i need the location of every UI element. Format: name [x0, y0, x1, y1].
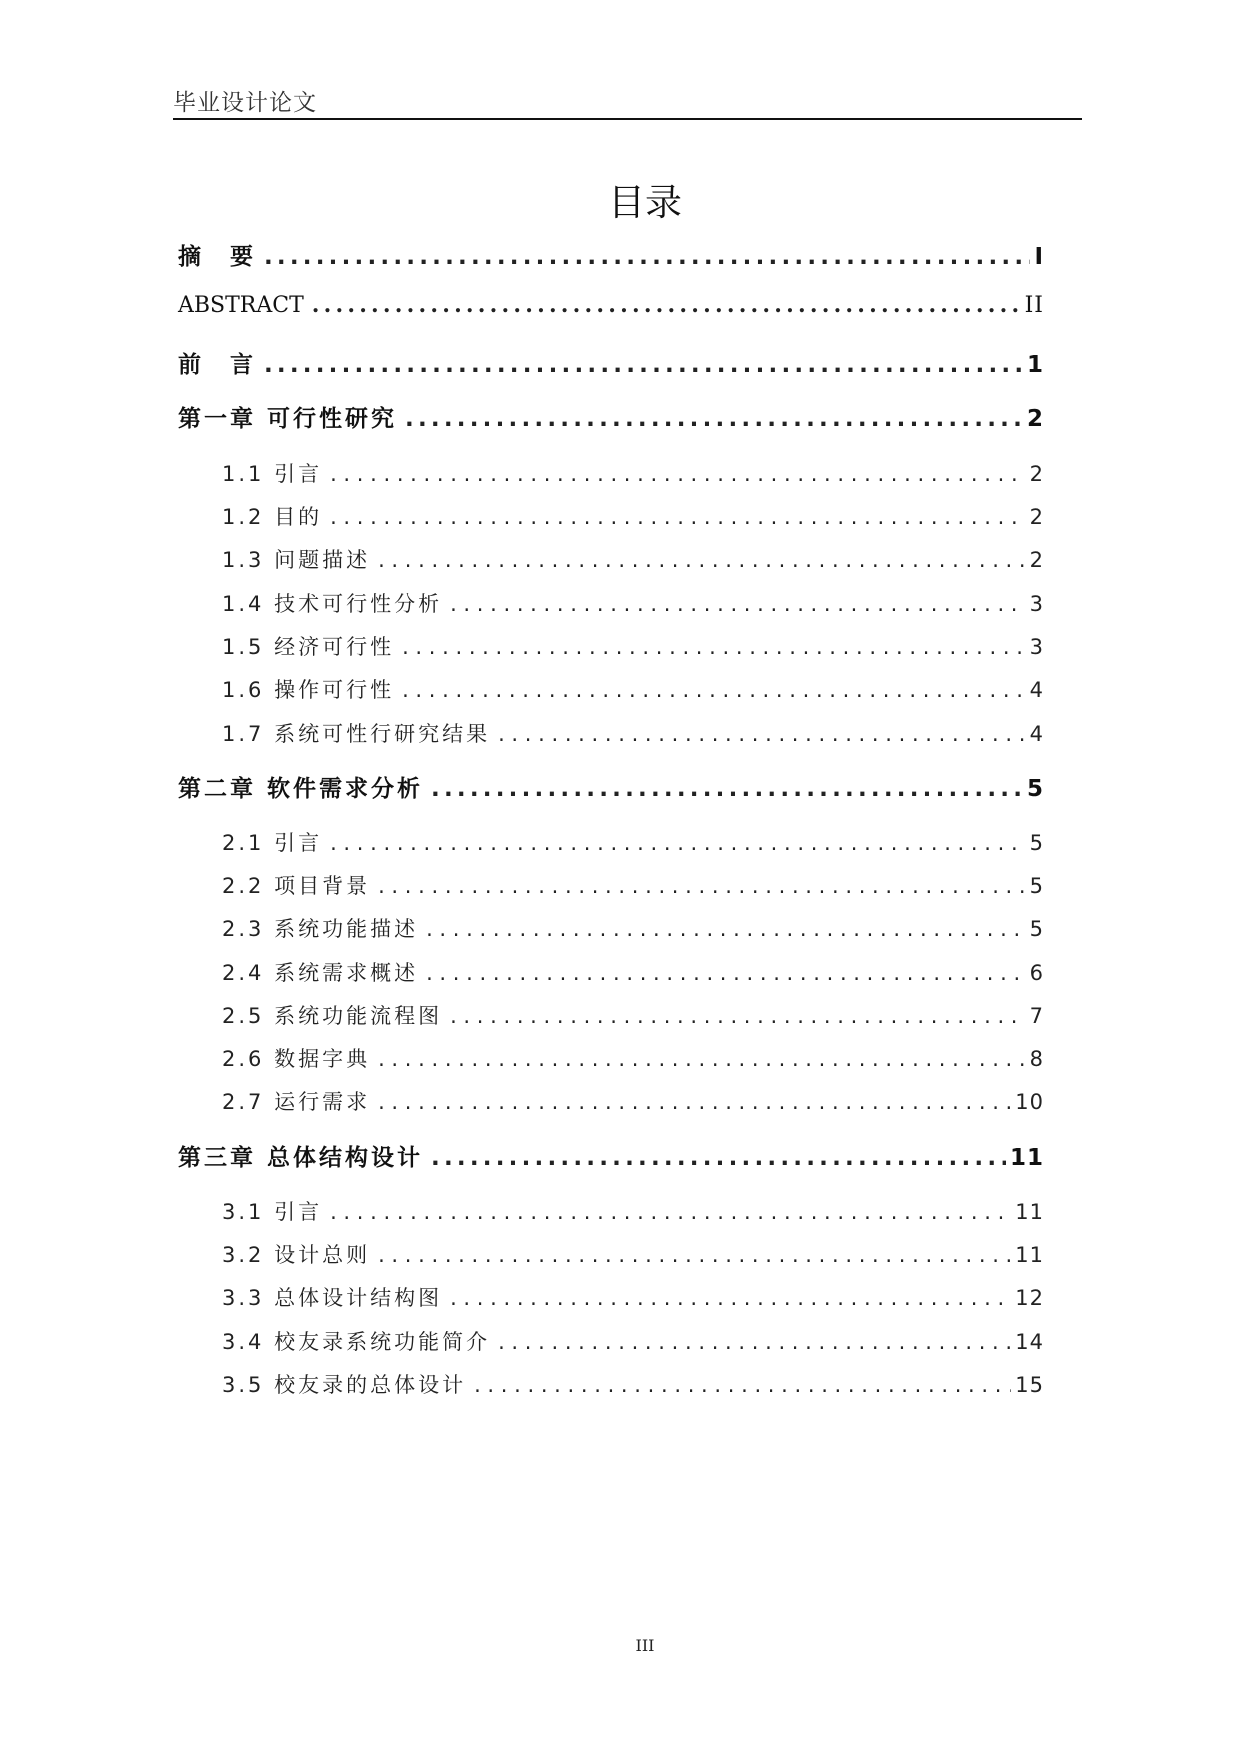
toc-section-entry[interactable]	[222, 1326, 1044, 1356]
toc-section-entry[interactable]	[222, 458, 1044, 488]
toc-entry-page: 3	[1029, 592, 1044, 616]
toc-section-entry[interactable]	[222, 1282, 1044, 1312]
toc-section-entry[interactable]	[222, 501, 1044, 531]
toc-entry-page: 7	[1029, 1004, 1044, 1028]
toc-entry-label: 1.2 目的	[222, 505, 323, 529]
toc-section-entry[interactable]	[222, 1369, 1044, 1399]
toc-section-entry[interactable]	[222, 827, 1044, 857]
toc-entry-page: 3	[1029, 635, 1044, 659]
toc-entry-label: 1.1 引言	[222, 462, 323, 486]
toc-entry-label: 1.7 系统可性行研究结果	[222, 722, 491, 746]
toc-entry-page: 8	[1029, 1047, 1044, 1071]
toc-entry-label: 2.6 数据字典	[222, 1047, 371, 1071]
toc-dot-leader	[378, 1047, 1026, 1071]
toc-entry-page: 11	[1009, 1145, 1044, 1171]
toc-dot-leader	[330, 831, 1026, 855]
toc-entry-page: 2	[1029, 548, 1044, 572]
toc-entry-label: 2.1 引言	[222, 831, 323, 855]
toc-entry-page: 11	[1015, 1243, 1044, 1267]
toc-entry-label: 1.5 经济可行性	[222, 635, 395, 659]
toc-entry-page: 2	[1029, 505, 1044, 529]
toc-entry-page: 2	[1026, 406, 1044, 432]
toc-dot-leader	[312, 292, 1021, 318]
toc-entry-label: 摘 要	[178, 244, 256, 270]
toc-entry-label: 第一章 可行性研究	[178, 406, 398, 432]
toc-entry-page: 5	[1029, 917, 1044, 941]
toc-entry-label: 1.3 问题描述	[222, 548, 371, 572]
toc-dot-leader	[330, 505, 1026, 529]
toc-section-entry[interactable]	[222, 957, 1044, 987]
toc-section-entry[interactable]	[222, 1000, 1044, 1030]
toc-entry-label: 第二章 软件需求分析	[178, 776, 424, 802]
toc-entry-page: 5	[1029, 874, 1044, 898]
toc-dot-leader	[402, 635, 1026, 659]
toc-chapter-entry[interactable]	[178, 770, 1044, 803]
toc-chapter-entry[interactable]	[178, 292, 1044, 318]
toc-section-entry[interactable]	[222, 1196, 1044, 1226]
page-number: III	[635, 1636, 655, 1655]
toc-dot-leader	[378, 1243, 1011, 1267]
toc-dot-leader	[378, 1090, 1011, 1114]
toc-dot-leader	[498, 1330, 1011, 1354]
toc-entry-label: 3.5 校友录的总体设计	[222, 1373, 467, 1397]
toc-section-entry[interactable]	[222, 1086, 1044, 1116]
toc-dot-leader	[405, 406, 1023, 432]
toc-dot-leader	[402, 678, 1026, 702]
toc-dot-leader	[330, 462, 1026, 486]
toc-dot-leader	[264, 244, 1030, 270]
toc-section-entry[interactable]	[222, 718, 1044, 748]
toc-dot-leader	[474, 1373, 1011, 1397]
toc-entry-label: 3.4 校友录系统功能简介	[222, 1330, 491, 1354]
running-header: 毕业设计论文	[173, 90, 317, 116]
toc-entry-page: 1	[1026, 352, 1044, 378]
toc-section-entry[interactable]	[222, 588, 1044, 618]
toc-chapter-entry[interactable]	[178, 238, 1044, 271]
toc-section-entry[interactable]	[222, 1043, 1044, 1073]
toc-entry-label: 3.2 设计总则	[222, 1243, 371, 1267]
toc-entry-page: 4	[1029, 678, 1044, 702]
toc-entry-page: 11	[1015, 1200, 1044, 1224]
toc-dot-leader	[378, 874, 1026, 898]
toc-entry-page: 4	[1029, 722, 1044, 746]
toc-entry-label: 3.3 总体设计结构图	[222, 1286, 443, 1310]
toc-chapter-entry[interactable]	[178, 346, 1044, 379]
toc-dot-leader	[378, 548, 1026, 572]
toc-dot-leader	[330, 1200, 1011, 1224]
toc-entry-label: ABSTRACT	[178, 293, 304, 318]
toc-dot-leader	[450, 1004, 1026, 1028]
toc-entry-page: 14	[1015, 1330, 1044, 1354]
toc-entry-label: 3.1 引言	[222, 1200, 323, 1224]
toc-section-entry[interactable]	[222, 870, 1044, 900]
toc-entry-page: 5	[1026, 776, 1044, 802]
toc-entry-page: 2	[1029, 462, 1044, 486]
toc-entry-label: 2.5 系统功能流程图	[222, 1004, 443, 1028]
toc-dot-leader	[264, 352, 1023, 378]
toc-dot-leader	[431, 776, 1023, 802]
toc-entry-label: 1.6 操作可行性	[222, 678, 395, 702]
toc-entry-page: 6	[1029, 961, 1044, 985]
toc-entry-label: 2.4 系统需求概述	[222, 961, 419, 985]
toc-entry-page: 15	[1015, 1373, 1044, 1397]
toc-section-entry[interactable]	[222, 1239, 1044, 1269]
toc-dot-leader	[431, 1145, 1006, 1171]
toc-dot-leader	[450, 592, 1026, 616]
toc-section-entry[interactable]	[222, 674, 1044, 704]
toc-entry-label: 第三章 总体结构设计	[178, 1145, 424, 1171]
toc-entry-label: 2.3 系统功能描述	[222, 917, 419, 941]
toc-entry-label: 前 言	[178, 352, 256, 378]
toc-section-entry[interactable]	[222, 544, 1044, 574]
toc-entry-page: 10	[1015, 1090, 1044, 1114]
toc-section-entry[interactable]	[222, 631, 1044, 661]
toc-entry-page: I	[1034, 244, 1044, 270]
toc-dot-leader	[498, 722, 1026, 746]
toc-section-entry[interactable]	[222, 913, 1044, 943]
toc-chapter-entry[interactable]	[178, 400, 1044, 433]
toc-chapter-entry[interactable]	[178, 1139, 1044, 1172]
toc-title: 目录	[608, 181, 682, 224]
toc-entry-page: 5	[1029, 831, 1044, 855]
toc-entry-page: 12	[1015, 1286, 1044, 1310]
toc-entry-page: II	[1024, 293, 1044, 318]
toc-entry-label: 1.4 技术可行性分析	[222, 592, 443, 616]
toc-dot-leader	[450, 1286, 1011, 1310]
toc-entry-label: 2.7 运行需求	[222, 1090, 371, 1114]
toc-dot-leader	[426, 961, 1026, 985]
toc-dot-leader	[426, 917, 1026, 941]
toc-entry-label: 2.2 项目背景	[222, 874, 371, 898]
